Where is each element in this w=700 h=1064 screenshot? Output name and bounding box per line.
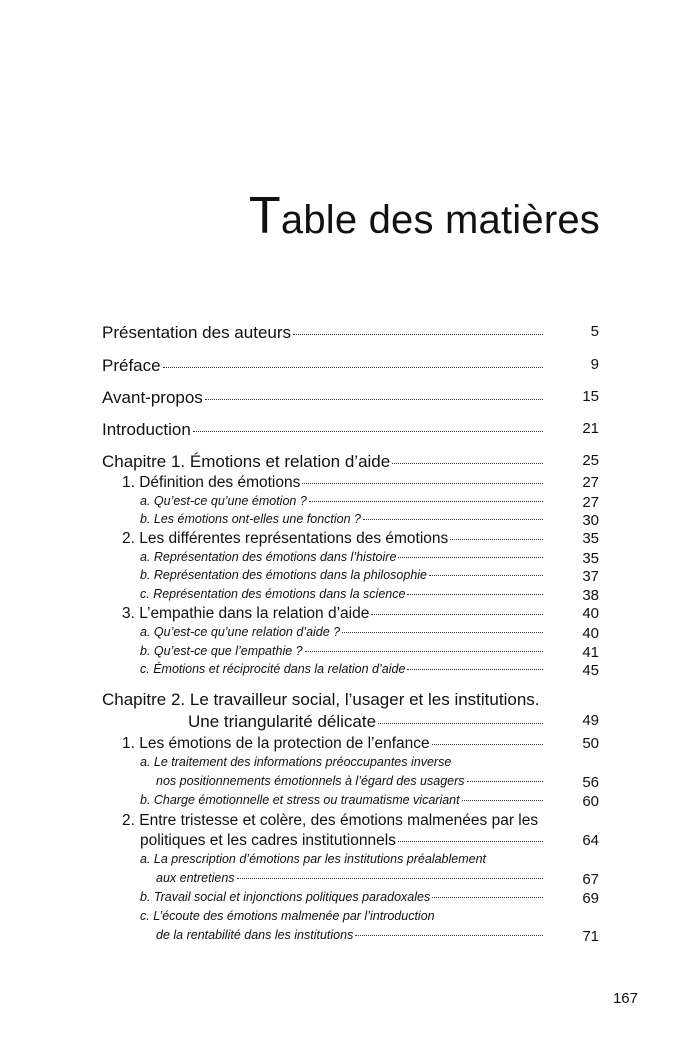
- dot-leader: [355, 934, 543, 936]
- toc-entry[interactable]: [0, 323, 700, 345]
- toc-entry-label: a. Qu’est-ce qu’une relation d’aide ?: [140, 625, 341, 639]
- toc-entry-page: 35: [582, 530, 599, 547]
- toc-entry-label: Une triangularité délicate: [188, 712, 377, 731]
- toc-entry-label: Chapitre 2. Le travailleur social, l’usager et les institutions.: [102, 690, 540, 709]
- toc-entry-page: 5: [590, 323, 599, 340]
- toc-entry-label: 3. L’empathie dans la relation d’aide: [122, 605, 370, 622]
- toc-entry-label: 2. Entre tristesse et colère, des émotions malmenées par les: [122, 812, 539, 829]
- dot-leader: [205, 398, 543, 400]
- toc-entry[interactable]: [0, 452, 700, 474]
- toc-entry-page: 9: [590, 356, 599, 373]
- dot-leader: [342, 631, 543, 633]
- toc-entry-page: 69: [582, 890, 599, 907]
- toc-entry-label: b. Qu’est-ce que l’empathie ?: [140, 644, 303, 658]
- dot-leader: [371, 613, 543, 615]
- toc-entry-page: 21: [582, 420, 599, 437]
- toc-entry-label: c. L’écoute des émotions malmenée par l’introduction: [140, 909, 435, 923]
- title-rest: able des matières: [280, 198, 600, 242]
- dot-leader: [163, 366, 543, 368]
- toc-entry[interactable]: [0, 474, 700, 496]
- toc-entry-label: nos positionnements émotionnels à l’égard des usagers: [156, 774, 465, 788]
- toc-entry-page: 40: [582, 625, 599, 642]
- toc-entry-page: 67: [582, 871, 599, 888]
- toc-entry-page: 45: [582, 662, 599, 679]
- toc-entry-label: b. Représentation des émotions dans la philosophie: [140, 568, 427, 582]
- toc-entry-label: Avant-propos: [102, 388, 203, 407]
- toc-entry-page: 56: [582, 774, 599, 791]
- toc-entry-page: 30: [582, 512, 599, 529]
- page-title: [249, 186, 600, 246]
- toc-entry[interactable]: [0, 662, 700, 684]
- dot-leader: [363, 518, 543, 520]
- dot-leader: [305, 650, 543, 652]
- dot-leader: [432, 743, 543, 745]
- toc-entry[interactable]: [0, 420, 700, 442]
- dot-leader: [450, 538, 543, 540]
- toc-entry-page: 25: [582, 452, 599, 469]
- dot-leader: [237, 877, 543, 879]
- dot-leader: [193, 430, 543, 432]
- toc-entry-label: Présentation des auteurs: [102, 323, 292, 342]
- toc-entry-label: b. Charge émotionnelle et stress ou traumatisme vicariant: [140, 793, 460, 807]
- toc-entry-page: 60: [582, 793, 599, 810]
- toc-entry[interactable]: [0, 735, 700, 757]
- toc-entry-label: b. Travail social et injonctions politiques paradoxales: [140, 890, 431, 904]
- dot-leader: [378, 722, 543, 724]
- toc-entry-label: Chapitre 1. Émotions et relation d’aide: [102, 452, 391, 471]
- dot-leader: [407, 668, 543, 670]
- toc-entry-page: 41: [582, 644, 599, 661]
- toc-entry[interactable]: [0, 690, 700, 712]
- dot-leader: [293, 333, 543, 335]
- toc-entry-label: 1. Les émotions de la protection de l’enfance: [122, 735, 430, 752]
- dot-leader: [407, 593, 543, 595]
- toc-entry-page: 64: [582, 832, 599, 849]
- toc-entry-page: 40: [582, 605, 599, 622]
- toc-entry-page: 35: [582, 550, 599, 567]
- toc-entry[interactable]: [0, 712, 700, 734]
- dot-leader: [462, 799, 543, 801]
- toc-entry[interactable]: [0, 928, 700, 950]
- toc-entry[interactable]: [0, 832, 700, 854]
- dot-leader: [467, 780, 543, 782]
- toc-entry-label: a. Représentation des émotions dans l’histoire: [140, 550, 397, 564]
- toc-entry-page: 37: [582, 568, 599, 585]
- toc-entry-label: aux entretiens: [156, 871, 235, 885]
- toc-entry-label: politiques et les cadres institutionnels: [140, 832, 396, 849]
- toc-entry[interactable]: [0, 812, 700, 834]
- toc-entry[interactable]: [0, 356, 700, 378]
- toc-entry-label: Préface: [102, 356, 161, 375]
- toc-entry[interactable]: [0, 530, 700, 552]
- page-number: 167: [612, 990, 638, 1007]
- toc-entry[interactable]: [0, 605, 700, 627]
- toc-entry-page: 27: [582, 474, 599, 491]
- toc-entry[interactable]: [0, 388, 700, 410]
- toc-entry-label: a. Qu’est-ce qu’une émotion ?: [140, 494, 307, 508]
- toc-entry-page: 38: [582, 587, 599, 604]
- toc-entry-page: 49: [582, 712, 599, 729]
- toc-entry-page: 15: [582, 388, 599, 405]
- toc-entry-label: b. Les émotions ont-elles une fonction ?: [140, 512, 361, 526]
- dot-leader: [432, 896, 543, 898]
- toc-entry-label: c. Représentation des émotions dans la science: [140, 587, 406, 601]
- dot-leader: [398, 840, 543, 842]
- toc-entry-page: 50: [582, 735, 599, 752]
- title-first-letter: T: [248, 187, 281, 245]
- toc-entry-label: c. Émotions et réciprocité dans la relation d’aide: [140, 662, 406, 676]
- toc-entry-page: 71: [582, 928, 599, 945]
- dot-leader: [398, 556, 543, 558]
- dot-leader: [309, 500, 543, 502]
- toc-entry-label: Introduction: [102, 420, 191, 439]
- toc-entry-label: 2. Les différentes représentations des émotions: [122, 530, 449, 547]
- dot-leader: [429, 574, 543, 576]
- dot-leader: [392, 462, 543, 464]
- toc-entry-label: a. Le traitement des informations préoccupantes inverse: [140, 755, 452, 769]
- toc-entry-label: 1. Définition des émotions: [122, 474, 301, 491]
- toc-entry-label: a. La prescription d’émotions par les institutions préalablement: [140, 852, 487, 866]
- toc-entry-label: de la rentabilité dans les institutions: [156, 928, 354, 942]
- toc-entry-page: 27: [582, 494, 599, 511]
- dot-leader: [302, 482, 543, 484]
